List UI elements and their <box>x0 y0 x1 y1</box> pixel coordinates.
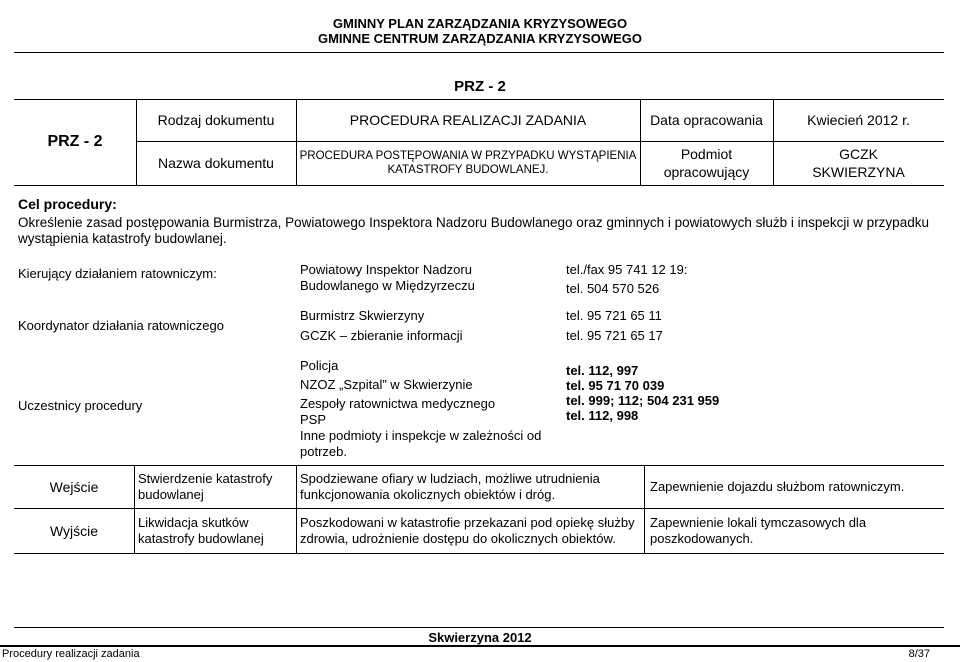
participants-phones <box>566 363 786 423</box>
participants-list <box>300 358 568 460</box>
output-event: Likwidacja skutków katastrofy budowlanej <box>138 514 264 546</box>
io-bottom-rule <box>14 553 944 554</box>
footer-rule <box>14 627 944 628</box>
footer-doc-name: Procedury realizacji zadania <box>2 648 140 660</box>
output-action: Zapewnienie lokali tymczasowych dla poszkodowanych. <box>650 514 867 546</box>
phone-number: tel. 95 721 65 17 <box>566 328 663 343</box>
output-effects: Poszkodowani w katastrofie przekazani pod opiekę służby zdrowia, udrożnienie dostępu do okolicznych obiektów. <box>300 514 635 546</box>
participant-item: Policja <box>300 358 339 373</box>
participants-label: Uczestnicy procedury <box>18 398 143 413</box>
plan-title: GMINNY PLAN ZARZĄDZANIA KRYZYSOWEGO <box>332 16 628 31</box>
footer-thick-rule <box>0 645 960 647</box>
center-title: GMINNE CENTRUM ZARZĄDZANIA KRYZYSOWEGO <box>317 31 643 46</box>
output-label: Wyjście <box>49 522 99 539</box>
phone-number: tel. 112, 998 <box>566 408 639 423</box>
table-bottom-rule <box>14 185 944 186</box>
document-name-line: PROCEDURA POSTĘPOWANIA W PRZYPADKU WYSTĄPIENIA <box>299 150 637 162</box>
phone-number: tel. 504 570 526 <box>566 281 660 296</box>
phone-number: tel. 999; 112; 504 231 959 <box>566 393 720 408</box>
phone-number: tel. 112, 997 <box>566 363 639 378</box>
input-action: Zapewnienie dojazdu służbom ratowniczym. <box>650 478 905 494</box>
leader-phones <box>566 262 766 297</box>
leader-who-line: Budowlanego w Międzyrzeczu <box>300 278 475 293</box>
input-event: Stwierdzenie katastrofy budowlanej <box>138 470 273 502</box>
col-divider <box>296 465 297 553</box>
document-type-value: PROCEDURA REALIZACJI ZADANIA <box>349 112 587 128</box>
phone-number: tel. 95 721 65 11 <box>566 308 662 323</box>
participant-item: Inne podmioty i inspekcje w zależności od potrzeb. <box>300 428 542 459</box>
leader-who <box>300 262 550 294</box>
participant-item: Zespoły ratownictwa medycznego <box>300 396 496 411</box>
participant-item: NZOZ „Szpital” w Skwierzynie <box>300 377 473 392</box>
col-divider <box>134 465 135 553</box>
author-value: GCZK SKWIERZYNA <box>812 146 905 180</box>
document-code: PRZ - 2 <box>454 78 506 95</box>
date-value: Kwiecień 2012 r. <box>807 112 910 128</box>
date-label: Data opracowania <box>650 112 763 128</box>
document-type-label: Rodzaj dokumentu <box>157 112 275 128</box>
goal-title: Cel procedury: <box>18 196 117 212</box>
author-label: Podmiot opracowujący <box>663 146 750 180</box>
input-label: Wejście <box>49 478 99 495</box>
coordinator-who-line: GCZK – zbieranie informacji <box>300 328 463 343</box>
coordinator-who-line: Burmistrz Skwierzyny <box>300 308 425 323</box>
phone-number: tel. 95 71 70 039 <box>566 378 665 393</box>
page-number: 8/37 <box>908 648 930 660</box>
coordinator-label: Koordynator działania ratowniczego <box>18 318 224 333</box>
goal-text: Określenie zasad postępowania Burmistrza, Powiatowego Inspektora Nadzoru Budowlanego oraz gminnych i powiatowych służb i inspekcji w przypadku wystąpienia katastrofy budowlanej. <box>18 215 929 246</box>
participant-item: PSP <box>300 412 327 427</box>
leader-who-line: Powiatowy Inspektor Nadzoru <box>300 262 472 277</box>
col-divider <box>644 465 645 553</box>
document-name-label: Nazwa dokumentu <box>158 155 274 171</box>
document-name-value <box>296 141 640 185</box>
document-name-line: KATASTROFY BUDOWLANEJ. <box>387 164 549 176</box>
leader-label: Kierujący działaniem ratowniczym: <box>18 266 217 281</box>
input-effects: Spodziewane ofiary w ludziach, możliwe utrudnienia funkcjonowania okolicznych obiektów i dróg. <box>300 470 600 502</box>
coordinator-phones <box>566 308 766 344</box>
coordinator-who <box>300 308 550 344</box>
procedure-code: PRZ - 2 <box>47 133 103 150</box>
header-rule <box>14 52 944 53</box>
footer-place-year: Skwierzyna 2012 <box>428 630 532 645</box>
phone-number: tel./fax 95 741 12 19: <box>566 262 688 277</box>
